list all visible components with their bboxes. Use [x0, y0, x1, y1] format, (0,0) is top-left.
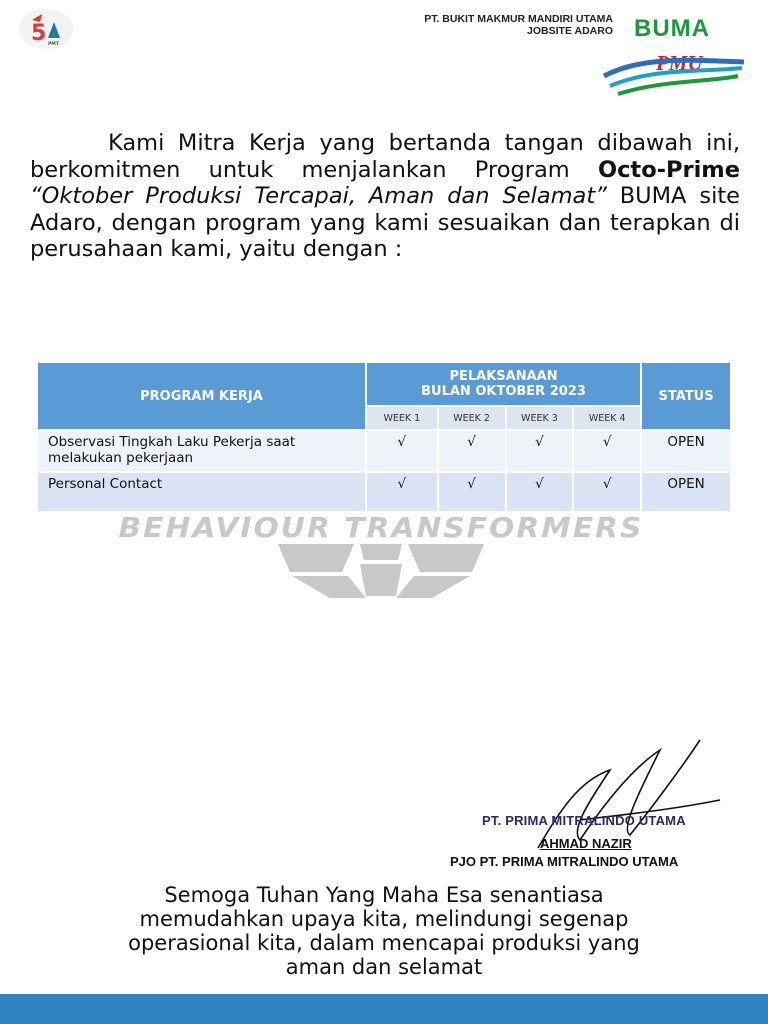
table-row	[37, 430, 731, 472]
program-table	[36, 361, 732, 513]
closing-line: Semoga Tuhan Yang Maha Esa senantiasa	[164, 883, 604, 907]
program-cell: Personal Contact	[37, 472, 366, 512]
buma-brand-text: BUMA	[634, 15, 710, 42]
week-check-cell: √	[573, 472, 641, 512]
status-cell: OPEN	[641, 430, 731, 472]
intro-text-part1: Kami Mitra Kerja yang bertanda tangan dibawah ini, berkomitmen untuk menjalankan Program	[30, 130, 740, 183]
badge-number: 5	[31, 21, 47, 46]
week-check-cell: √	[438, 472, 506, 512]
header-pelaksanaan-line2: BULAN OKTOBER 2023	[421, 384, 586, 399]
header-status: STATUS	[641, 362, 731, 430]
header-week-3: WEEK 3	[506, 406, 574, 430]
week-check-cell: √	[366, 430, 438, 472]
watermark-text: BEHAVIOUR TRANSFORMERS	[118, 512, 644, 544]
pmu-brand-text: PMU	[656, 51, 703, 75]
signatory-name: AHMAD NAZIR	[540, 836, 632, 851]
table-row	[37, 472, 731, 512]
header-pelaksanaan	[366, 362, 641, 406]
intro-paragraph	[30, 130, 740, 263]
company-name: PT. BUKIT MAKMUR MANDIRI UTAMA	[424, 13, 613, 25]
buma-pmu-logo-icon	[602, 10, 752, 100]
header-pelaksanaan-line1: PELAKSANAAN	[449, 369, 558, 384]
behaviour-transformers-watermark	[116, 512, 646, 602]
status-cell: OPEN	[641, 472, 731, 512]
closing-line: memudahkan upaya kita, melindungi segenap	[139, 907, 629, 931]
footer-bar	[0, 994, 768, 1024]
jobsite-name: JOBSITE ADARO	[527, 25, 613, 37]
header-week-4: WEEK 4	[573, 406, 641, 430]
header-week-2: WEEK 2	[438, 406, 506, 430]
closing-line: aman dan selamat	[285, 955, 483, 979]
closing-line: operasional kita, dalam mencapai produksi yang	[128, 931, 640, 955]
header-program-kerja: PROGRAM KERJA	[37, 362, 366, 430]
program-slogan: “Oktober Produksi Tercapai, Aman dan Selamat”	[30, 183, 607, 209]
week-check-cell: √	[506, 430, 574, 472]
intro-text-part2: BUMA site Adaro, dengan program yang kami sesuaikan dan terapkan di perusahaan kami, yaitu dengan :	[30, 183, 740, 262]
program-cell: Observasi Tingkah Laku Pekerja saat melakukan pekerjaan	[37, 430, 366, 472]
company-header	[424, 13, 613, 37]
program-name: Octo-Prime	[597, 156, 740, 183]
signatory-title: PJO PT. PRIMA MITRALINDO UTAMA	[450, 854, 679, 869]
signatory-organization: PT. PRIMA MITRALINDO UTAMA	[482, 813, 686, 828]
badge-subtext: PMT	[48, 42, 59, 47]
header-week-1: WEEK 1	[366, 406, 438, 430]
anniversary-logo-icon	[18, 8, 74, 50]
week-check-cell: √	[438, 430, 506, 472]
week-check-cell: √	[506, 472, 574, 512]
week-check-cell: √	[573, 430, 641, 472]
transformer-emblem-icon	[278, 544, 484, 598]
week-check-cell: √	[366, 472, 438, 512]
closing-prayer	[0, 883, 768, 979]
